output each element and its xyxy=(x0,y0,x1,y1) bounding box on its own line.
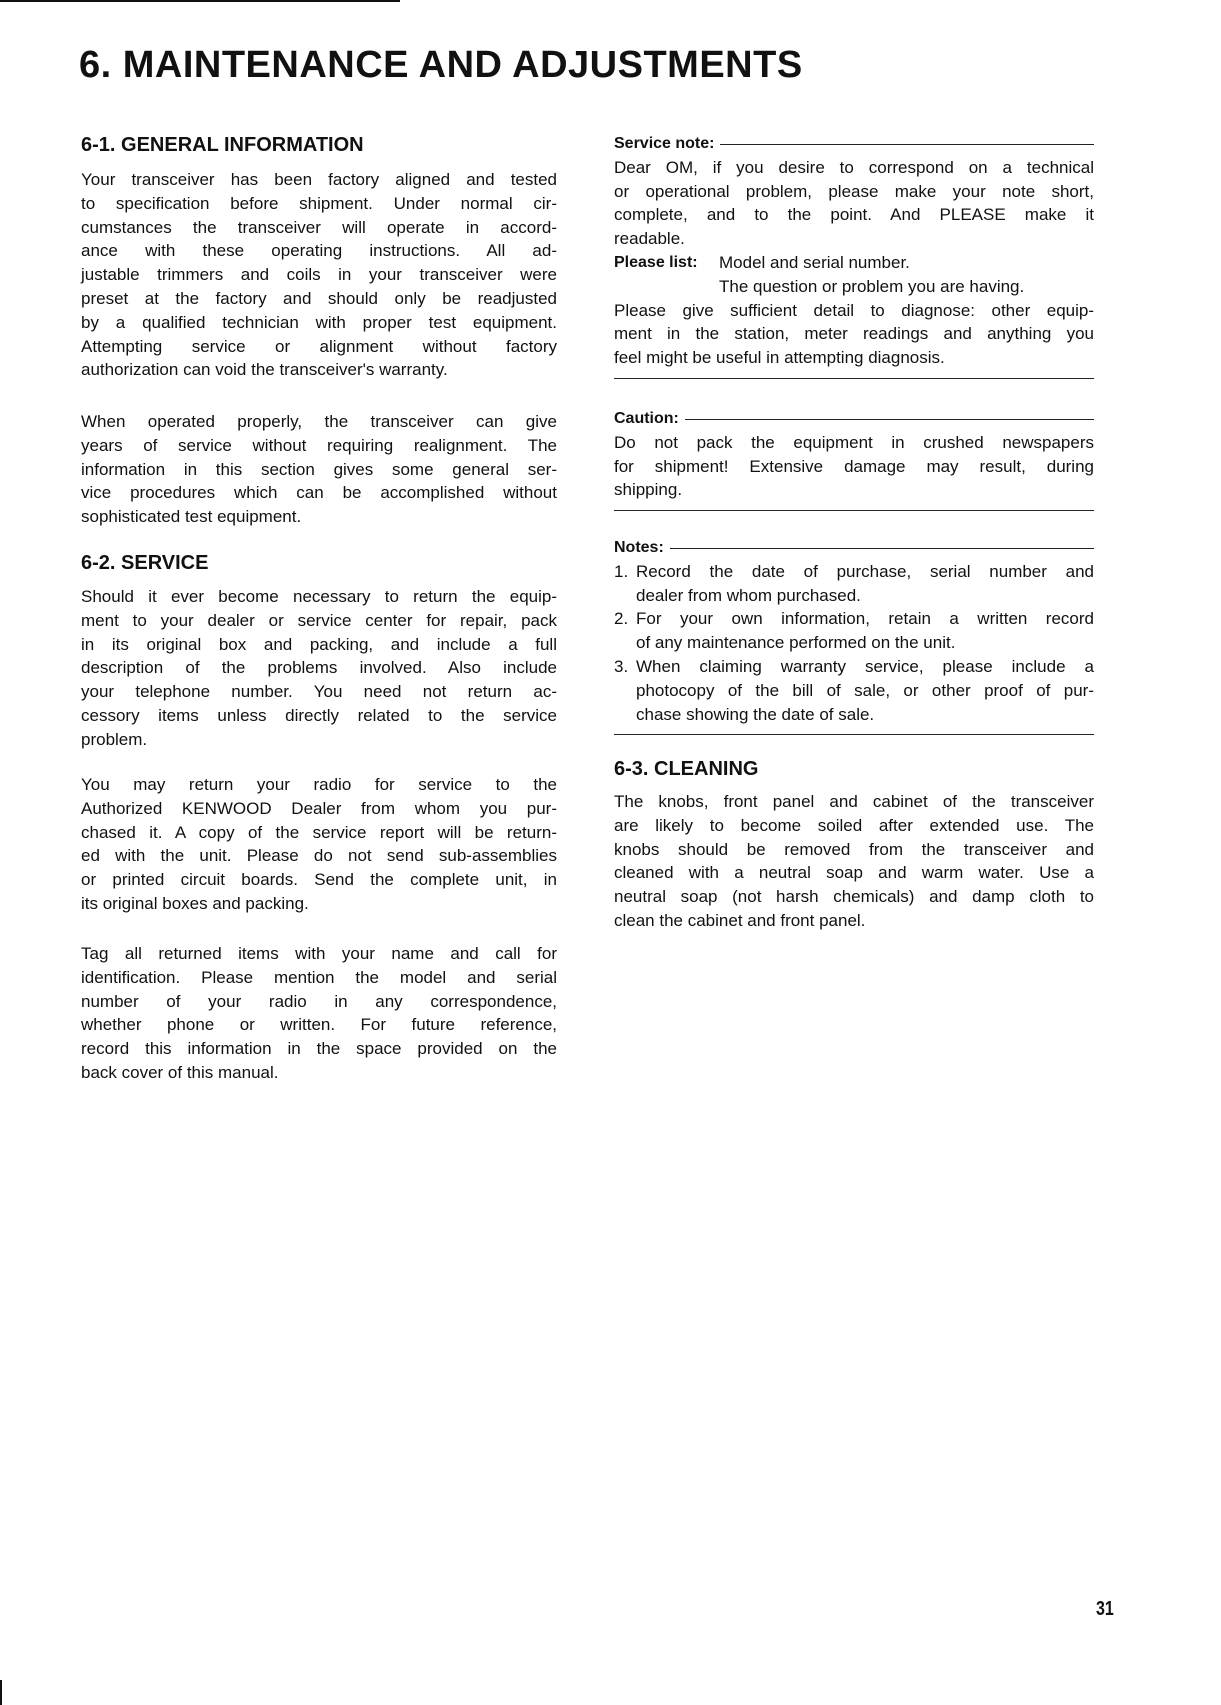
text-line: Tag all returned items with your name and call for xyxy=(81,944,557,963)
top-rule xyxy=(0,0,400,2)
text-line: Dear OM, if you desire to correspond on a technical xyxy=(614,157,1094,177)
page-number: 31 xyxy=(1096,1598,1114,1620)
service-para-1 xyxy=(81,585,557,752)
note-item xyxy=(614,560,1094,608)
heading-cleaning: 6-3. CLEANING xyxy=(614,758,759,780)
text-line: readable. xyxy=(614,229,685,249)
note-number: 2. xyxy=(614,609,629,629)
text-line: cessory items unless directly related to the service xyxy=(81,705,557,725)
notes-list xyxy=(614,560,1094,727)
note-number: 3. xyxy=(614,656,629,676)
divider xyxy=(614,734,1094,735)
text-line: in its original box and packing, and include a full xyxy=(81,634,557,654)
text-line: chased it. A copy of the service report will be return- xyxy=(81,822,557,842)
divider xyxy=(720,144,1094,145)
notes-box xyxy=(614,536,1094,735)
text-line: Your transceiver has been factory aligned and tested xyxy=(81,170,557,189)
page-title: 6. MAINTENANCE AND ADJUSTMENTS xyxy=(79,44,803,86)
caution-box xyxy=(614,407,1094,511)
text-line: for shipment! Extensive damage may result, during xyxy=(614,456,1094,476)
please-list-item: The question or problem you are having. xyxy=(719,276,1025,296)
text-line: Please give sufficient detail to diagnose: other equip- xyxy=(614,300,1094,320)
text-line: For your own information, retain a written record xyxy=(636,609,1094,629)
please-list xyxy=(614,251,1094,299)
text-line: neutral soap (not harsh chemicals) and damp cloth to xyxy=(614,887,1094,907)
text-line: problem. xyxy=(81,729,148,749)
please-list-label: Please list: xyxy=(614,253,698,271)
text-line: your telephone number. You need not return ac- xyxy=(81,682,557,702)
note-text xyxy=(636,607,1094,655)
text-line: Authorized KENWOOD Dealer from whom you pur- xyxy=(81,798,557,818)
divider xyxy=(670,548,1094,549)
text-line: its original boxes and packing. xyxy=(81,893,309,913)
text-line: complete, and to the point. And PLEASE make it xyxy=(614,205,1094,225)
cleaning-para xyxy=(614,790,1094,933)
text-line: are likely to become soiled after extended use. The xyxy=(614,815,1094,835)
heading-general-information: 6-1. GENERAL INFORMATION xyxy=(81,134,364,156)
caution-label: Caution: xyxy=(614,410,679,427)
general-para-1 xyxy=(81,168,557,382)
service-para-3 xyxy=(81,942,557,1085)
text-line: description of the problems involved. Also include xyxy=(81,658,557,678)
text-line: Should it ever become necessary to return the equip- xyxy=(81,587,557,606)
text-line: justable trimmers and coils in your transceiver were xyxy=(81,265,557,285)
text-line: feel might be useful in attempting diagnosis. xyxy=(614,348,945,368)
text-line: number of your radio in any correspondence, xyxy=(81,991,557,1011)
note-item xyxy=(614,607,1094,655)
notes-label: Notes: xyxy=(614,539,664,556)
text-line: photocopy of the bill of sale, or other proof of pur- xyxy=(636,680,1094,700)
note-item xyxy=(614,655,1094,726)
text-line: When operated properly, the transceiver can give xyxy=(81,412,557,431)
text-line: or printed circuit boards. Send the complete unit, in xyxy=(81,870,557,890)
text-line: whether phone or written. For future reference, xyxy=(81,1015,557,1035)
text-line: chase showing the date of sale. xyxy=(636,704,875,724)
caution-text xyxy=(614,431,1094,502)
service-note-detail xyxy=(614,299,1094,370)
text-line: Do not pack the equipment in crushed newspapers xyxy=(614,432,1094,452)
text-line: ment to your dealer or service center for repair, pack xyxy=(81,610,557,630)
text-line: The knobs, front panel and cabinet of the transceiver xyxy=(614,792,1094,811)
note-number: 1. xyxy=(614,561,629,581)
text-line: shipping. xyxy=(614,480,683,500)
service-note-box xyxy=(614,132,1094,379)
text-line: ment in the station, meter readings and anything you xyxy=(614,324,1094,344)
text-line: sophisticated test equipment. xyxy=(81,507,302,527)
text-line: or operational problem, please make your note short, xyxy=(614,181,1094,201)
text-line: knobs should be removed from the transceiver and xyxy=(614,839,1094,859)
text-line: by a qualified technician with proper test equipment. xyxy=(81,312,557,332)
edge-mark xyxy=(0,1680,2,1705)
text-line: cleaned with a neutral soap and warm water. Use a xyxy=(614,863,1094,883)
text-line: cumstances the transceiver will operate in accord- xyxy=(81,217,557,237)
note-text xyxy=(636,655,1094,726)
text-line: years of service without requiring realignment. The xyxy=(81,435,557,455)
text-line: Attempting service or alignment without factory xyxy=(81,336,557,356)
text-line: authorization can void the transceiver's warranty. xyxy=(81,360,448,380)
text-line: ance with these operating instructions. All ad- xyxy=(81,241,557,261)
divider xyxy=(614,510,1094,511)
text-line: clean the cabinet and front panel. xyxy=(614,910,866,930)
service-note-text xyxy=(614,156,1094,251)
please-list-item: Model and serial number. xyxy=(719,252,910,272)
text-line: back cover of this manual. xyxy=(81,1062,279,1082)
text-line: to specification before shipment. Under normal cir- xyxy=(81,193,557,213)
text-line: preset at the factory and should only be readjusted xyxy=(81,288,557,308)
text-line: vice procedures which can be accomplished without xyxy=(81,483,557,503)
text-line: identification. Please mention the model and serial xyxy=(81,967,557,987)
service-para-2 xyxy=(81,773,557,916)
text-line: You may return your radio for service to the xyxy=(81,775,557,794)
text-line: dealer from whom purchased. xyxy=(636,585,861,605)
text-line: ed with the unit. Please do not send sub-assemblies xyxy=(81,846,557,866)
divider xyxy=(614,378,1094,379)
heading-service: 6-2. SERVICE xyxy=(81,552,209,574)
service-note-label: Service note: xyxy=(614,135,715,152)
text-line: When claiming warranty service, please include a xyxy=(636,656,1094,676)
note-text xyxy=(636,560,1094,608)
text-line: information in this section gives some general ser- xyxy=(81,459,557,479)
divider xyxy=(685,419,1094,420)
text-line: record this information in the space provided on the xyxy=(81,1039,557,1059)
text-line: of any maintenance performed on the unit. xyxy=(636,633,956,653)
text-line: Record the date of purchase, serial number and xyxy=(636,561,1094,581)
general-para-2 xyxy=(81,410,557,529)
